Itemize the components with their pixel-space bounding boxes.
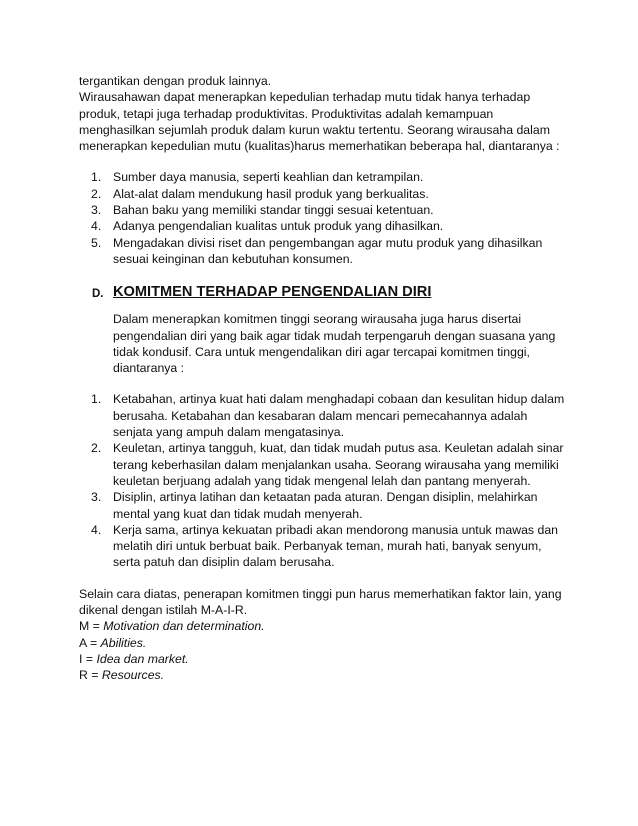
quality-factors-list <box>79 169 569 267</box>
mair-item: I = Idea dan market. <box>79 651 189 666</box>
list-item: 1. Sumber daya manusia, seperti keahlian dan ketrampilan. <box>91 170 424 185</box>
mair-item: A = Abilities. <box>79 635 147 650</box>
section-d-heading <box>79 282 569 302</box>
document-page <box>79 73 569 684</box>
section-title: KOMITMEN TERHADAP PENGENDALIAN DIRI <box>113 284 432 301</box>
mair-list <box>79 618 569 683</box>
list-item: 2. Keuletan, artinya tangguh, kuat, dan tidak mudah putus asa. Keuletan adalah sinar terang keberhasilan dalam menjalankan usaha. Seorang wirausaha yang memiliki keuletan berjuang adalah yang tidak mengenal lelah dan pantang menyerah. <box>91 441 564 488</box>
mair-item: M = Motivation dan determination. <box>79 619 265 634</box>
list-item: 1. Ketabahan, artinya kuat hati dalam menghadapi cobaan dan kesulitan hidup dalam berusaha. Ketabahan dan kesabaran dalam mencari pemecahannya adalah senjata yang ampuh dalam mengatasinya. <box>91 392 565 440</box>
self-control-list <box>79 391 569 570</box>
section-letter: D. <box>92 288 104 301</box>
paragraph-quality: Wirausahawan dapat menerapkan kepedulian terhadap mutu tidak hanya terhadap produk, tetapi juga terhadap produktivitas. Produktivitas adalah kemampuan menghasilkan sejumlah produk dalam kurun waktu tertentu. Seorang wirausaha dalam menerapkan kepedulian mutu (kualitas)harus memerhatikan beberapa hal, diantaranya : <box>79 90 560 154</box>
list-item: 3. Disiplin, artinya latihan dan ketaatan pada aturan. Dengan disiplin, melahirkan mental yang kuat dan tidak mudah menyerah. <box>91 490 538 521</box>
list-item: 4. Adanya pengendalian kualitas untuk produk yang dihasilkan. <box>91 219 444 234</box>
list-item: 3. Bahan baku yang memiliki standar tinggi sesuai ketentuan. <box>91 203 434 218</box>
list-item: 2. Alat-alat dalam mendukung hasil produk yang berkualitas. <box>91 186 429 201</box>
mair-item: R = Resources. <box>79 668 165 683</box>
section-d-intro: Dalam menerapkan komitmen tinggi seorang wirausaha juga harus disertai pengendalian diri yang baik agar tidak mudah terpengaruh dengan suasana yang tidak kondusif. Cara untuk mengendalikan diri agar tercapai komitmen tinggi, diantaranya : <box>113 312 556 376</box>
list-item: 4. Kerja sama, artinya kekuatan pribadi akan mendorong manusia untuk mawas dan melatih diri untuk berbuat baik. Perbanyak teman, murah hati, banyak senyum, serta patuh dan disiplin dalam berusaha. <box>91 522 558 570</box>
list-item: 5. Mengadakan divisi riset dan pengembangan agar mutu produk yang dihasilkan sesuai keinginan dan kebutuhan konsumen. <box>91 235 543 266</box>
paragraph-continuation: tergantikan dengan produk lainnya. <box>79 74 272 88</box>
closing-paragraph: Selain cara diatas, penerapan komitmen tinggi pun harus memerhatikan faktor lain, yang dikenal dengan istilah M-A-I-R. <box>79 586 562 618</box>
